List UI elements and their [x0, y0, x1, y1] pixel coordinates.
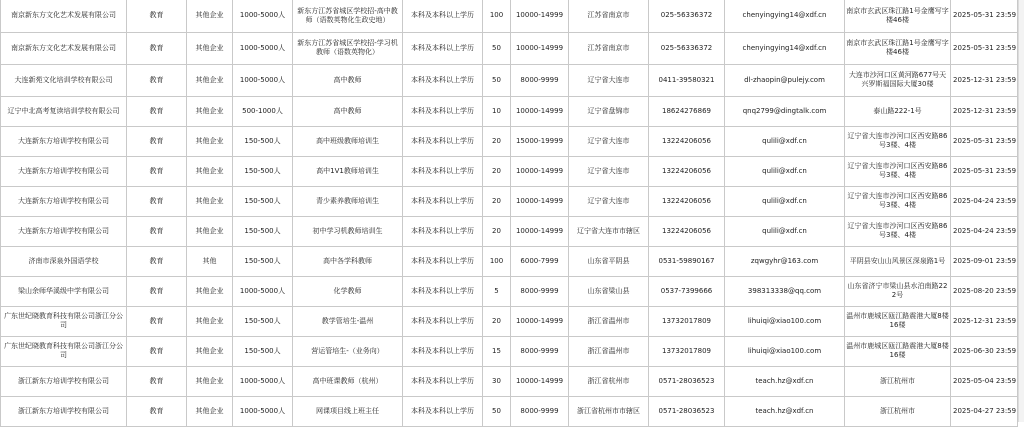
cell-size: 150-500人 — [233, 186, 293, 216]
cell-city: 辽宁省大连市 — [569, 64, 649, 96]
cell-type: 其他企业 — [187, 396, 233, 426]
cell-salary: 10000-14999 — [511, 186, 569, 216]
cell-type: 其他企业 — [187, 306, 233, 336]
cell-salary: 8000-9999 — [511, 396, 569, 426]
cell-education: 本科及本科以上学历 — [403, 336, 483, 366]
cell-size: 150-500人 — [233, 156, 293, 186]
cell-size: 500-1000人 — [233, 96, 293, 126]
cell-address: 泰山路222-1号 — [845, 96, 951, 126]
cell-phone: 18624276869 — [649, 96, 725, 126]
cell-industry: 教育 — [127, 32, 187, 64]
cell-company: 南京新东方文化艺术发展有限公司 — [1, 0, 127, 32]
cell-address: 辽宁省大连市沙河口区西安路86号3楼、4楼 — [845, 216, 951, 246]
cell-salary: 6000-7999 — [511, 246, 569, 276]
cell-industry: 教育 — [127, 64, 187, 96]
cell-count: 50 — [483, 64, 511, 96]
cell-deadline: 2025-06-30 23:59 — [951, 336, 1018, 366]
table-row[interactable] — [1, 64, 1018, 96]
cell-education: 本科及本科以上学历 — [403, 396, 483, 426]
cell-company: 大连新东方培训学校有限公司 — [1, 126, 127, 156]
cell-position: 化学教师 — [293, 276, 403, 306]
cell-count: 20 — [483, 126, 511, 156]
cell-position: 高中班课教师（杭州） — [293, 366, 403, 396]
table-row[interactable] — [1, 216, 1018, 246]
cell-address: 温州市鹿城区瓯江路震港大厦8楼16楼 — [845, 336, 951, 366]
cell-company: 南京新东方文化艺术发展有限公司 — [1, 32, 127, 64]
cell-education: 本科及本科以上学历 — [403, 246, 483, 276]
cell-industry: 教育 — [127, 156, 187, 186]
cell-company: 大连新东方培训学校有限公司 — [1, 186, 127, 216]
cell-email: teach.hz@xdf.cn — [725, 396, 845, 426]
cell-phone: 13732017809 — [649, 336, 725, 366]
table-row[interactable] — [1, 336, 1018, 366]
cell-education: 本科及本科以上学历 — [403, 186, 483, 216]
cell-salary: 10000-14999 — [511, 0, 569, 32]
cell-count: 5 — [483, 276, 511, 306]
cell-city: 浙江省温州市 — [569, 306, 649, 336]
cell-education: 本科及本科以上学历 — [403, 306, 483, 336]
cell-industry: 教育 — [127, 306, 187, 336]
cell-position: 营运管培生-（业务向） — [293, 336, 403, 366]
cell-company: 梁山余师华溪级中学有限公司 — [1, 276, 127, 306]
cell-education: 本科及本科以上学历 — [403, 126, 483, 156]
cell-education: 本科及本科以上学历 — [403, 96, 483, 126]
cell-industry: 教育 — [127, 126, 187, 156]
cell-count: 15 — [483, 336, 511, 366]
cell-email: lihuiqi@xiao100.com — [725, 306, 845, 336]
cell-education: 本科及本科以上学历 — [403, 276, 483, 306]
cell-industry: 教育 — [127, 366, 187, 396]
cell-size: 150-500人 — [233, 306, 293, 336]
cell-industry: 教育 — [127, 336, 187, 366]
cell-position: 高中教师 — [293, 64, 403, 96]
table-row[interactable] — [1, 96, 1018, 126]
cell-company: 辽宁中北高考复读培训学校有限公司 — [1, 96, 127, 126]
cell-address: 浙江杭州市 — [845, 366, 951, 396]
cell-type: 其他企业 — [187, 156, 233, 186]
table-row[interactable] — [1, 0, 1018, 32]
cell-city: 辽宁省盘锦市 — [569, 96, 649, 126]
cell-deadline: 2025-04-27 23:59 — [951, 396, 1018, 426]
cell-education: 本科及本科以上学历 — [403, 366, 483, 396]
cell-city: 辽宁省大连市市辖区 — [569, 216, 649, 246]
cell-phone: 0531-59890167 — [649, 246, 725, 276]
cell-type: 其他企业 — [187, 96, 233, 126]
cell-count: 20 — [483, 306, 511, 336]
cell-salary: 10000-14999 — [511, 306, 569, 336]
cell-type: 其他企业 — [187, 32, 233, 64]
table-row[interactable] — [1, 126, 1018, 156]
cell-city: 辽宁省大连市 — [569, 126, 649, 156]
cell-salary: 10000-14999 — [511, 216, 569, 246]
cell-address: 大连市沙河口区黄河路677号天兴罗斯福国际大厦30楼 — [845, 64, 951, 96]
cell-salary: 8000-9999 — [511, 64, 569, 96]
cell-phone: 13224206056 — [649, 156, 725, 186]
cell-size: 150-500人 — [233, 126, 293, 156]
cell-position: 初中学习机教师培训生 — [293, 216, 403, 246]
cell-education: 本科及本科以上学历 — [403, 32, 483, 64]
cell-type: 其他企业 — [187, 366, 233, 396]
cell-salary: 10000-14999 — [511, 156, 569, 186]
cell-position: 高中班级教师培训生 — [293, 126, 403, 156]
cell-size: 1000-5000人 — [233, 32, 293, 64]
cell-phone: 0571-28036523 — [649, 366, 725, 396]
cell-company: 济南市深泉外国语学校 — [1, 246, 127, 276]
cell-industry: 教育 — [127, 216, 187, 246]
cell-size: 1000-5000人 — [233, 276, 293, 306]
cell-industry: 教育 — [127, 246, 187, 276]
cell-education: 本科及本科以上学历 — [403, 64, 483, 96]
cell-industry: 教育 — [127, 396, 187, 426]
cell-salary: 15000-19999 — [511, 126, 569, 156]
cell-city: 山东省平阴县 — [569, 246, 649, 276]
cell-type: 其他企业 — [187, 126, 233, 156]
cell-company: 广东世纪晓教育科技有限公司浙江分公司 — [1, 306, 127, 336]
table-row[interactable] — [1, 276, 1018, 306]
cell-size: 1000-5000人 — [233, 64, 293, 96]
cell-size: 150-500人 — [233, 246, 293, 276]
cell-size: 1000-5000人 — [233, 366, 293, 396]
cell-company: 大连新东方培训学校有限公司 — [1, 216, 127, 246]
cell-address: 南京市玄武区珠江路1号金鹰写字楼46楼 — [845, 32, 951, 64]
cell-count: 30 — [483, 366, 511, 396]
table-row[interactable] — [1, 186, 1018, 216]
cell-position: 新东方江苏省城区学校招-学习机教师（语数英物化） — [293, 32, 403, 64]
cell-position: 网课项目线上班主任 — [293, 396, 403, 426]
cell-deadline: 2025-05-31 23:59 — [951, 0, 1018, 32]
cell-size: 1000-5000人 — [233, 0, 293, 32]
cell-count: 10 — [483, 96, 511, 126]
cell-email: lihuiqi@xiao100.com — [725, 336, 845, 366]
cell-address: 辽宁省大连市沙河口区西安路86号3楼、4楼 — [845, 156, 951, 186]
cell-address: 平阴县安山山风景区深泉路1号 — [845, 246, 951, 276]
cell-city: 浙江省杭州市 — [569, 366, 649, 396]
cell-phone: 0571-28036523 — [649, 396, 725, 426]
cell-deadline: 2025-05-04 23:59 — [951, 366, 1018, 396]
cell-phone: 13732017809 — [649, 306, 725, 336]
cell-city: 辽宁省大连市 — [569, 156, 649, 186]
cell-deadline: 2025-05-31 23:59 — [951, 32, 1018, 64]
cell-type: 其他企业 — [187, 216, 233, 246]
cell-company: 广东世纪晓教育科技有限公司浙江分公司 — [1, 336, 127, 366]
cell-education: 本科及本科以上学历 — [403, 216, 483, 246]
cell-type: 其他企业 — [187, 64, 233, 96]
cell-phone: 0537-7399666 — [649, 276, 725, 306]
cell-phone: 13224206056 — [649, 216, 725, 246]
cell-deadline: 2025-08-20 23:59 — [951, 276, 1018, 306]
cell-deadline: 2025-09-01 23:59 — [951, 246, 1018, 276]
cell-city: 辽宁省大连市 — [569, 186, 649, 216]
cell-email: teach.hz@xdf.cn — [725, 366, 845, 396]
cell-salary: 10000-14999 — [511, 366, 569, 396]
cell-deadline: 2025-05-31 23:59 — [951, 156, 1018, 186]
cell-company: 浙江新东方培训学校有限公司 — [1, 366, 127, 396]
cell-position: 高中教师 — [293, 96, 403, 126]
cell-type: 其他企业 — [187, 276, 233, 306]
cell-city: 山东省梁山县 — [569, 276, 649, 306]
cell-email: chenyingying14@xdf.cn — [725, 32, 845, 64]
cell-position: 高中1V1教师培训生 — [293, 156, 403, 186]
cell-count: 20 — [483, 156, 511, 186]
cell-size: 150-500人 — [233, 216, 293, 246]
cell-size: 150-500人 — [233, 336, 293, 366]
cell-type: 其他企业 — [187, 186, 233, 216]
cell-phone: 025-56336372 — [649, 32, 725, 64]
table-row[interactable] — [1, 306, 1018, 336]
cell-position: 新东方江苏省城区学校招-高中教师（语数英物化生政史地） — [293, 0, 403, 32]
cell-count: 100 — [483, 246, 511, 276]
cell-count: 50 — [483, 396, 511, 426]
cell-count: 20 — [483, 216, 511, 246]
cell-position: 青少素养教师培训生 — [293, 186, 403, 216]
cell-deadline: 2025-04-24 23:59 — [951, 216, 1018, 246]
cell-email: chenyingying14@xdf.cn — [725, 0, 845, 32]
cell-phone: 0411-39580321 — [649, 64, 725, 96]
cell-city: 浙江省温州市 — [569, 336, 649, 366]
cell-address: 辽宁省大连市沙河口区西安路86号3楼、4楼 — [845, 186, 951, 216]
window-edge — [1018, 0, 1024, 422]
cell-phone: 13224206056 — [649, 186, 725, 216]
cell-industry: 教育 — [127, 0, 187, 32]
cell-position: 高中各学科教师 — [293, 246, 403, 276]
table-row[interactable] — [1, 156, 1018, 186]
table-row[interactable] — [1, 246, 1018, 276]
cell-count: 20 — [483, 186, 511, 216]
cell-type: 其他企业 — [187, 336, 233, 366]
cell-email: qulili@xdf.cn — [725, 186, 845, 216]
cell-deadline: 2025-05-31 23:59 — [951, 126, 1018, 156]
cell-address: 山东省济宁市梁山县水泊南路222号 — [845, 276, 951, 306]
cell-address: 浙江杭州市 — [845, 396, 951, 426]
cell-industry: 教育 — [127, 276, 187, 306]
cell-company: 大连新东方培训学校有限公司 — [1, 156, 127, 186]
cell-salary: 10000-14999 — [511, 32, 569, 64]
cell-email: qulili@xdf.cn — [725, 216, 845, 246]
cell-company: 浙江新东方培训学校有限公司 — [1, 396, 127, 426]
table-row[interactable] — [1, 366, 1018, 396]
cell-salary: 8000-9999 — [511, 276, 569, 306]
cell-position: 教学管培生-温州 — [293, 306, 403, 336]
cell-email: qnq2799@dingtalk.com — [725, 96, 845, 126]
cell-deadline: 2025-12-31 23:59 — [951, 96, 1018, 126]
cell-deadline: 2025-12-31 23:59 — [951, 306, 1018, 336]
cell-email: 398313338@qq.com — [725, 276, 845, 306]
cell-industry: 教育 — [127, 96, 187, 126]
cell-address: 辽宁省大连市沙河口区西安路86号3楼、4楼 — [845, 126, 951, 156]
cell-city: 江苏省南京市 — [569, 32, 649, 64]
cell-email: qulili@xdf.cn — [725, 126, 845, 156]
table-row[interactable] — [1, 32, 1018, 64]
cell-email: zqwgyhr@163.com — [725, 246, 845, 276]
cell-email: qulili@xdf.cn — [725, 156, 845, 186]
cell-address: 南京市玄武区珠江路1号金鹰写字楼46楼 — [845, 0, 951, 32]
cell-type: 其他 — [187, 246, 233, 276]
cell-salary: 10000-14999 — [511, 96, 569, 126]
cell-deadline: 2025-12-31 23:59 — [951, 64, 1018, 96]
cell-phone: 13224206056 — [649, 126, 725, 156]
cell-company: 大连新苑文化培训学校有限公司 — [1, 64, 127, 96]
cell-type: 其他企业 — [187, 0, 233, 32]
cell-city: 江苏省南京市 — [569, 0, 649, 32]
cell-industry: 教育 — [127, 186, 187, 216]
cell-education: 本科及本科以上学历 — [403, 0, 483, 32]
cell-phone: 025-56336372 — [649, 0, 725, 32]
cell-deadline: 2025-04-24 23:59 — [951, 186, 1018, 216]
cell-salary: 8000-9999 — [511, 336, 569, 366]
cell-education: 本科及本科以上学历 — [403, 156, 483, 186]
cell-size: 1000-5000人 — [233, 396, 293, 426]
cell-address: 温州市鹿城区瓯江路震港大厦8楼16楼 — [845, 306, 951, 336]
cell-city: 浙江省杭州市市辖区 — [569, 396, 649, 426]
cell-email: dl-zhaopin@pulejy.com — [725, 64, 845, 96]
cell-count: 50 — [483, 32, 511, 64]
cell-count: 100 — [483, 0, 511, 32]
